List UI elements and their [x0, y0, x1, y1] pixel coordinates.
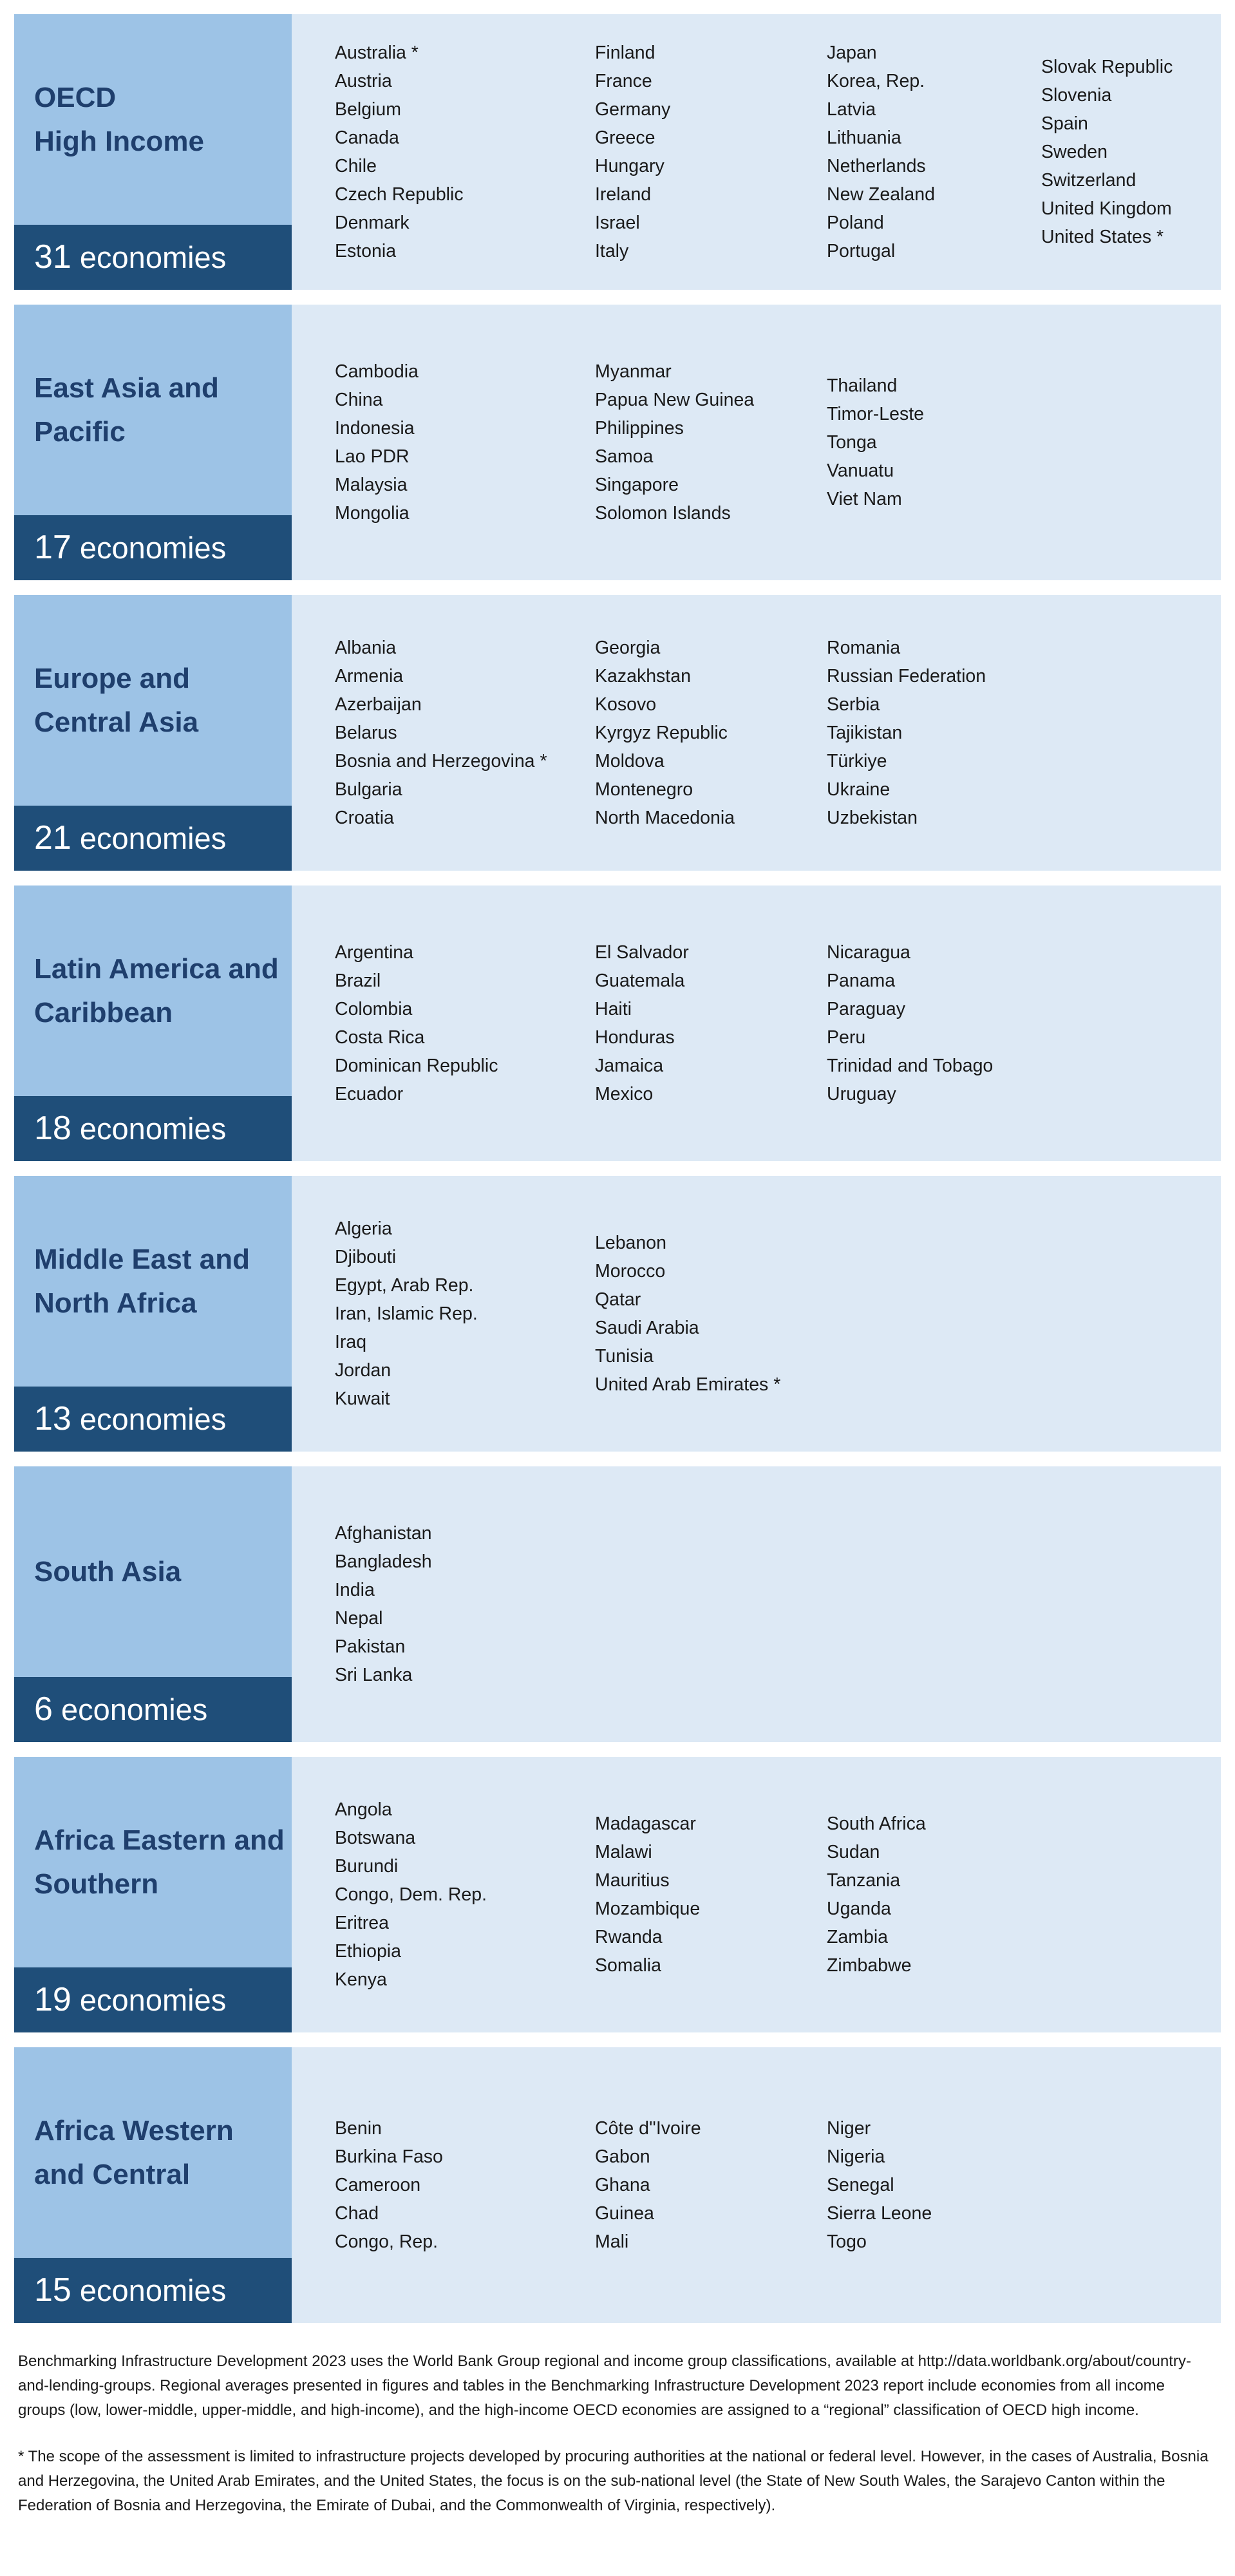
country-name: Panama [827, 971, 896, 991]
country-name: Nigeria [827, 2146, 885, 2167]
country-name: Italy [595, 241, 629, 261]
region-title-line: Caribbean [34, 997, 173, 1028]
country-name: Afghanistan [335, 1523, 432, 1544]
region-block [14, 595, 1221, 871]
region-title-line: East Asia and [34, 372, 219, 404]
economy-count-number: 13 [34, 1400, 71, 1437]
region-header-panel [14, 305, 292, 580]
country-name: Uruguay [827, 1084, 896, 1104]
country-name: Gabon [595, 2146, 650, 2167]
country-name: Botswana [335, 1828, 416, 1848]
country-name: Albania [335, 638, 397, 658]
country-name: Japan [827, 43, 877, 63]
country-name: Nicaragua [827, 942, 910, 963]
country-name: Tajikistan [827, 723, 903, 743]
country-column [595, 595, 735, 871]
economy-count-bar [14, 1967, 292, 2032]
economy-count-number: 6 [34, 1690, 53, 1728]
country-name: China [335, 390, 383, 410]
region-title-line: Latin America and [34, 953, 279, 985]
region-title-line: Africa Eastern and [34, 1824, 285, 1856]
country-column [335, 1757, 487, 2032]
country-column [335, 2047, 443, 2323]
country-name: Burkina Faso [335, 2146, 443, 2167]
country-column [335, 1466, 432, 1742]
country-name: Azerbaijan [335, 694, 422, 715]
country-column [335, 595, 547, 871]
region-header-panel [14, 1176, 292, 1452]
country-name: Lao PDR [335, 446, 410, 467]
country-name: Hungary [595, 156, 665, 176]
economy-count-bar [14, 515, 292, 580]
region-title-line: South Asia [34, 1556, 182, 1587]
economy-count-number: 21 [34, 819, 71, 857]
country-name: Saudi Arabia [595, 1318, 699, 1338]
country-name: Slovak Republic [1041, 57, 1173, 77]
economy-count-label: economies [61, 1692, 208, 1727]
country-name: Austria [335, 71, 392, 91]
country-name: Timor-Leste [827, 404, 924, 424]
region-block [14, 2047, 1221, 2323]
country-name: Jordan [335, 1360, 391, 1381]
economy-count-label: economies [79, 240, 227, 274]
country-name: Viet Nam [827, 489, 902, 509]
country-name: Paraguay [827, 999, 906, 1019]
country-name: Somalia [595, 1955, 661, 1976]
country-name: Moldova [595, 751, 665, 772]
country-name: Türkiye [827, 751, 887, 772]
country-column [595, 305, 754, 580]
country-name: Sierra Leone [827, 2203, 932, 2224]
country-name: Latvia [827, 99, 876, 120]
country-column [335, 14, 464, 290]
country-name: Dominican Republic [335, 1056, 498, 1076]
country-name: Greece [595, 128, 655, 148]
country-name: Singapore [595, 475, 679, 495]
country-name: Costa Rica [335, 1027, 425, 1048]
country-name: Estonia [335, 241, 397, 261]
economy-count-number: 18 [34, 1110, 71, 1147]
country-name: Malaysia [335, 475, 408, 495]
economy-count-label: economies [79, 1112, 227, 1146]
region-header-panel [14, 2047, 292, 2323]
region-header-panel [14, 1466, 292, 1742]
country-column [335, 886, 498, 1161]
country-name: Mozambique [595, 1899, 701, 1919]
country-name: South Africa [827, 1814, 926, 1834]
region-block [14, 305, 1221, 580]
region-block [14, 1176, 1221, 1452]
country-name: Kyrgyz Republic [595, 723, 728, 743]
region-block [14, 886, 1221, 1161]
country-name: Myanmar [595, 361, 672, 382]
economy-count-number: 15 [34, 2271, 71, 2309]
region-title-line: North Africa [34, 1287, 197, 1319]
country-name: Burundi [335, 1856, 399, 1877]
country-name: Solomon Islands [595, 503, 731, 524]
country-name: Ethiopia [335, 1941, 401, 1962]
country-name: Lebanon [595, 1233, 666, 1253]
region-title [34, 1757, 292, 1968]
country-name: Bangladesh [335, 1551, 432, 1572]
country-name: Jamaica [595, 1056, 664, 1076]
country-name: Montenegro [595, 779, 693, 800]
region-header-panel [14, 595, 292, 871]
region-title-line: Africa Western [34, 2115, 234, 2146]
economy-count-label: economies [79, 2273, 227, 2307]
country-name: India [335, 1580, 375, 1600]
country-name: Denmark [335, 213, 410, 233]
country-name: Poland [827, 213, 884, 233]
country-name: Ghana [595, 2175, 650, 2195]
country-name: Morocco [595, 1261, 666, 1282]
country-name: Argentina [335, 942, 414, 963]
country-name: New Zealand [827, 184, 935, 205]
region-title [34, 14, 292, 225]
country-name: Kazakhstan [595, 666, 691, 687]
economy-count-label: economies [79, 531, 227, 565]
country-name: Serbia [827, 694, 880, 715]
country-name: Bosnia and Herzegovina * [335, 751, 547, 772]
country-name: France [595, 71, 652, 91]
country-name: Uzbekistan [827, 808, 918, 828]
country-name: Brazil [335, 971, 381, 991]
country-name: Georgia [595, 638, 661, 658]
country-name: El Salvador [595, 942, 689, 963]
country-name: Cambodia [335, 361, 419, 382]
country-name: Haiti [595, 999, 632, 1019]
country-name: Armenia [335, 666, 404, 687]
country-name: Slovenia [1041, 85, 1112, 106]
country-name: Finland [595, 43, 655, 63]
country-column [827, 595, 986, 871]
region-title [34, 2047, 292, 2259]
country-name: Switzerland [1041, 170, 1136, 191]
region-block [14, 14, 1221, 290]
economy-count-bar [14, 2258, 292, 2323]
country-name: North Macedonia [595, 808, 735, 828]
country-name: Chile [335, 156, 377, 176]
country-name: Kenya [335, 1969, 387, 1990]
country-column [827, 305, 924, 580]
economy-count-bar [14, 1677, 292, 1742]
country-name: Peru [827, 1027, 866, 1048]
country-name: Sudan [827, 1842, 880, 1862]
region-title-line: OECD [34, 82, 117, 113]
country-column [827, 14, 935, 290]
country-name: Mauritius [595, 1870, 670, 1891]
country-name: Lithuania [827, 128, 901, 148]
economy-count-number: 31 [34, 238, 71, 276]
country-column [827, 1757, 926, 2032]
country-name: Senegal [827, 2175, 894, 2195]
country-name: Iraq [335, 1332, 367, 1352]
country-name: Colombia [335, 999, 413, 1019]
country-name: Vanuatu [827, 460, 894, 481]
country-name: Rwanda [595, 1927, 663, 1947]
country-name: Tanzania [827, 1870, 901, 1891]
region-title-line: and Central [34, 2159, 191, 2190]
country-name: Trinidad and Tobago [827, 1056, 994, 1076]
economy-count-bar [14, 225, 292, 290]
country-name: Mexico [595, 1084, 654, 1104]
country-name: Indonesia [335, 418, 415, 439]
country-name: Uganda [827, 1899, 891, 1919]
region-title [34, 886, 292, 1097]
country-name: Congo, Dem. Rep. [335, 1884, 487, 1905]
country-name: Germany [595, 99, 671, 120]
country-name: Romania [827, 638, 901, 658]
country-name: Algeria [335, 1218, 392, 1239]
economy-count-label: economies [79, 821, 227, 855]
country-name: Mongolia [335, 503, 410, 524]
country-name: Tunisia [595, 1346, 654, 1367]
economy-count-label: economies [79, 1402, 227, 1436]
economy-count-bar [14, 806, 292, 871]
country-column [335, 1176, 478, 1452]
country-name: United States * [1041, 227, 1164, 247]
economy-count-bar [14, 1096, 292, 1161]
region-title [34, 1176, 292, 1387]
country-name: Honduras [595, 1027, 675, 1048]
country-name: Belgium [335, 99, 401, 120]
country-name: Sri Lanka [335, 1665, 413, 1685]
region-block [14, 1466, 1221, 1742]
region-title-line: Central Asia [34, 706, 199, 738]
country-name: Ecuador [335, 1084, 404, 1104]
country-name: United Kingdom [1041, 198, 1172, 219]
country-name: Netherlands [827, 156, 926, 176]
country-name: Congo, Rep. [335, 2231, 438, 2252]
region-header-panel [14, 14, 292, 290]
country-name: Bulgaria [335, 779, 402, 800]
country-column [595, 2047, 701, 2323]
classification-note: Benchmarking Infrastructure Development 2023 uses the World Bank Group regional and income group classifications, available at http://data.worldbank.org/about/country-and-lending-groups. Regional averages presented in figures and tables in the Benchmarking Infrastructure Development 2023 report include economies from all income groups (low, lower-middle, upper-middle, and high-income), and the high-income OECD economies are assigned to a “regional” classification of OECD high income. [18, 2353, 1191, 2419]
country-name: Egypt, Arab Rep. [335, 1275, 474, 1296]
country-name: Belarus [335, 723, 397, 743]
country-column [1041, 14, 1173, 290]
country-name: United Arab Emirates * [595, 1374, 781, 1395]
country-name: Niger [827, 2118, 871, 2139]
country-name: Czech Republic [335, 184, 464, 205]
country-name: Australia * [335, 43, 419, 63]
country-name: Qatar [595, 1289, 641, 1310]
country-column [595, 14, 670, 290]
region-title-line: Southern [34, 1868, 159, 1900]
country-name: Iran, Islamic Rep. [335, 1303, 478, 1324]
economy-count-number: 17 [34, 529, 71, 566]
country-name: Eritrea [335, 1913, 389, 1933]
country-name: Ukraine [827, 779, 891, 800]
country-column [595, 1757, 700, 2032]
country-name: Guinea [595, 2203, 654, 2224]
country-name: Benin [335, 2118, 382, 2139]
country-column [827, 886, 993, 1161]
country-name: Zimbabwe [827, 1955, 912, 1976]
region-title-line: Pacific [34, 416, 126, 448]
country-column [827, 2047, 932, 2323]
economy-count-number: 19 [34, 1981, 71, 2018]
country-name: Philippines [595, 418, 684, 439]
country-name: Cameroon [335, 2175, 421, 2195]
region-title [34, 595, 292, 806]
country-name: Tonga [827, 432, 877, 453]
country-name: Korea, Rep. [827, 71, 925, 91]
country-name: Canada [335, 128, 399, 148]
economy-count-bar [14, 1387, 292, 1452]
scope-footnote: * The scope of the assessment is limited to infrastructure projects developed by procuring authorities at the national or federal level. However, in the cases of Australia, Bosnia and Herzegovina, the United Arab Emirates, and the United States, the focus is on the sub-national level (the State of New South Wales, the Sarajevo Canton within the Federation of Bosnia and Herzegovina, the Emirate of Dubai, and the Commonwealth of Virginia, respectively). [18, 2448, 1209, 2514]
country-name: Zambia [827, 1927, 889, 1947]
economy-count-label: economies [79, 1983, 227, 2017]
country-name: Papua New Guinea [595, 390, 755, 410]
country-name: Mali [595, 2231, 629, 2252]
country-name: Ireland [595, 184, 652, 205]
country-name: Chad [335, 2203, 379, 2224]
country-name: Angola [335, 1799, 392, 1820]
country-name: Russian Federation [827, 666, 986, 687]
country-name: Kuwait [335, 1388, 390, 1409]
region-title [34, 1466, 292, 1678]
region-title [34, 305, 292, 516]
country-name: Portugal [827, 241, 896, 261]
region-title-line: Europe and [34, 663, 191, 694]
country-name: Malawi [595, 1842, 652, 1862]
region-header-panel [14, 886, 292, 1161]
region-title-line: High Income [34, 126, 205, 157]
country-name: Togo [827, 2231, 867, 2252]
country-column [335, 305, 419, 580]
country-name: Pakistan [335, 1636, 406, 1657]
country-name: Spain [1041, 113, 1088, 134]
country-name: Djibouti [335, 1247, 397, 1267]
country-name: Samoa [595, 446, 654, 467]
country-name: Kosovo [595, 694, 657, 715]
region-block [14, 1757, 1221, 2032]
region-title-line: Middle East and [34, 1244, 250, 1275]
country-column [595, 886, 689, 1161]
country-name: Guatemala [595, 971, 685, 991]
country-name: Israel [595, 213, 640, 233]
notes-section [18, 2349, 1216, 2540]
country-name: Nepal [335, 1608, 383, 1629]
country-column [595, 1176, 780, 1452]
country-name: Thailand [827, 375, 898, 396]
country-name: Croatia [335, 808, 394, 828]
country-name: Côte d''Ivoire [595, 2118, 701, 2139]
region-header-panel [14, 1757, 292, 2032]
country-name: Madagascar [595, 1814, 696, 1834]
country-name: Sweden [1041, 142, 1108, 162]
